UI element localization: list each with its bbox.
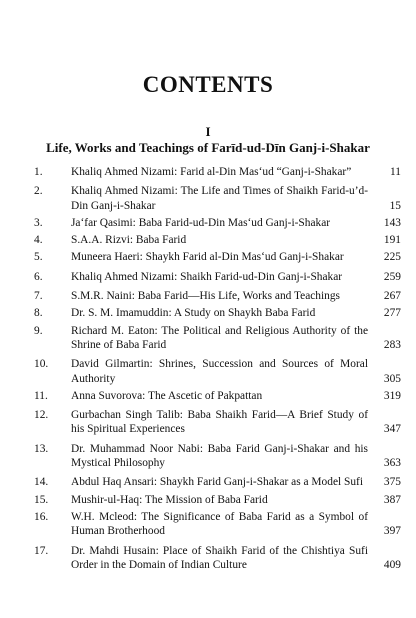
entry-page: 283 [383, 338, 401, 351]
entry-page: 191 [383, 234, 401, 247]
entry-page: 409 [383, 558, 401, 571]
entry-number: 10. [34, 358, 49, 371]
toc-entry [0, 165, 416, 179]
entry-number: 11. [34, 389, 48, 402]
toc-entry [0, 289, 416, 303]
entry-title: Muneera Haeri: Shaykh Farid al-Din Mas‘ud Ganj-i-Shakar [71, 251, 344, 264]
entry-title: Khaliq Ahmed Nizami: The Life and Times of Shaikh Farid-u’d-Din Ganj-i-Shakar [71, 185, 368, 212]
entry-number: 8. [34, 307, 43, 320]
toc-entry [0, 442, 416, 471]
entry-number: 17. [34, 544, 49, 557]
entry-page: 375 [383, 476, 401, 489]
entry-number: 9. [34, 324, 43, 337]
toc-entry [0, 324, 416, 353]
toc-entry [0, 233, 416, 247]
toc-entry [0, 544, 416, 573]
entry-title: W.H. Mcleod: The Significance of Baba Farid as a Symbol of Human Brotherhood [71, 510, 368, 538]
toc-entry [0, 475, 416, 489]
entry-number: 3. [34, 216, 43, 229]
part-title: Life, Works and Teachings of Farīd-ud-Dīn Ganj-i-Shakar [46, 140, 370, 155]
entry-title: Khaliq Ahmed Nizami: Shaikh Farid-ud-Din Ganj-i-Shakar [71, 270, 343, 283]
entry-number: 12. [34, 409, 49, 422]
entry-number: 16. [34, 510, 49, 523]
entry-page: 397 [383, 525, 401, 538]
entry-title: Anna Suvorova: The Ascetic of Pakpattan [71, 389, 263, 402]
entry-page: 305 [383, 372, 401, 385]
entry-page: 259 [383, 270, 401, 283]
entry-page: 387 [383, 493, 401, 506]
contents-heading: CONTENTS [142, 72, 274, 97]
entry-page: 267 [383, 290, 401, 303]
toc-list [0, 165, 416, 572]
entry-number: 13. [34, 442, 49, 455]
entry-number: 14. [34, 476, 49, 489]
part-number: I [205, 124, 211, 139]
toc-entry [0, 357, 416, 386]
entry-title: Mushir-ul-Haq: The Mission of Baba Farid [71, 493, 268, 506]
entry-title: David Gilmartin: Shrines, Succession and Sources of Moral Authority [71, 358, 368, 385]
entry-number: 2. [34, 185, 43, 198]
entry-title: Khaliq Ahmed Nizami: Farid al-Din Mas‘ud “Ganj-i-Shakar” [71, 166, 352, 178]
entry-title: S.A.A. Rizvi: Baba Farid [71, 234, 187, 247]
toc-entry [0, 216, 416, 230]
entry-title: Abdul Haq Ansari: Shaykh Farid Ganj-i-Shakar as a Model Sufi [71, 476, 363, 489]
entry-number: 15. [34, 493, 49, 506]
entry-number: 4. [34, 234, 43, 247]
entry-page: 319 [383, 389, 401, 402]
entry-title: Richard M. Eaton: The Political and Religious Authority of the Shrine of Baba Farid [71, 324, 368, 351]
entry-page: 363 [383, 457, 401, 470]
toc-entry [0, 184, 416, 213]
entry-title: Dr. Muhammad Noor Nabi: Baba Farid Ganj-i-Shakar and his Mystical Philosophy [71, 442, 368, 470]
toc-entry [0, 408, 416, 437]
entry-page: 347 [383, 423, 401, 436]
toc-entry [0, 510, 416, 539]
entry-number: 6. [34, 270, 43, 283]
toc-entry [0, 306, 416, 320]
entry-number: 5. [34, 251, 43, 264]
entry-title: Dr. S. M. Imamuddin: A Study on Shaykh Baba Farid [71, 307, 316, 320]
entry-page: 277 [383, 307, 401, 320]
entry-page: 143 [383, 216, 401, 229]
entry-title: S.M.R. Naini: Baba Farid—His Life, Works and Teachings [71, 290, 340, 303]
toc-entry [0, 250, 416, 264]
toc-entry [0, 270, 416, 284]
toc-entry [0, 493, 416, 507]
entry-title: Ja‘far Qasimi: Baba Farid-ud-Din Mas‘ud Ganj-i-Shakar [71, 216, 331, 229]
entry-number: 7. [34, 290, 43, 303]
entry-number: 1. [34, 166, 43, 178]
entry-page: 225 [383, 251, 401, 264]
entry-title: Dr. Mahdi Husain: Place of Shaikh Farid of the Chishtiya Sufi Order in the Domain of Indian Culture [71, 544, 368, 571]
toc-entry [0, 389, 416, 403]
entry-title: Gurbachan Singh Talib: Baba Shaikh Farid—A Brief Study of his Spiritual Experiences [71, 409, 368, 436]
entry-page: 15 [389, 199, 401, 212]
entry-page: 11 [390, 166, 401, 178]
